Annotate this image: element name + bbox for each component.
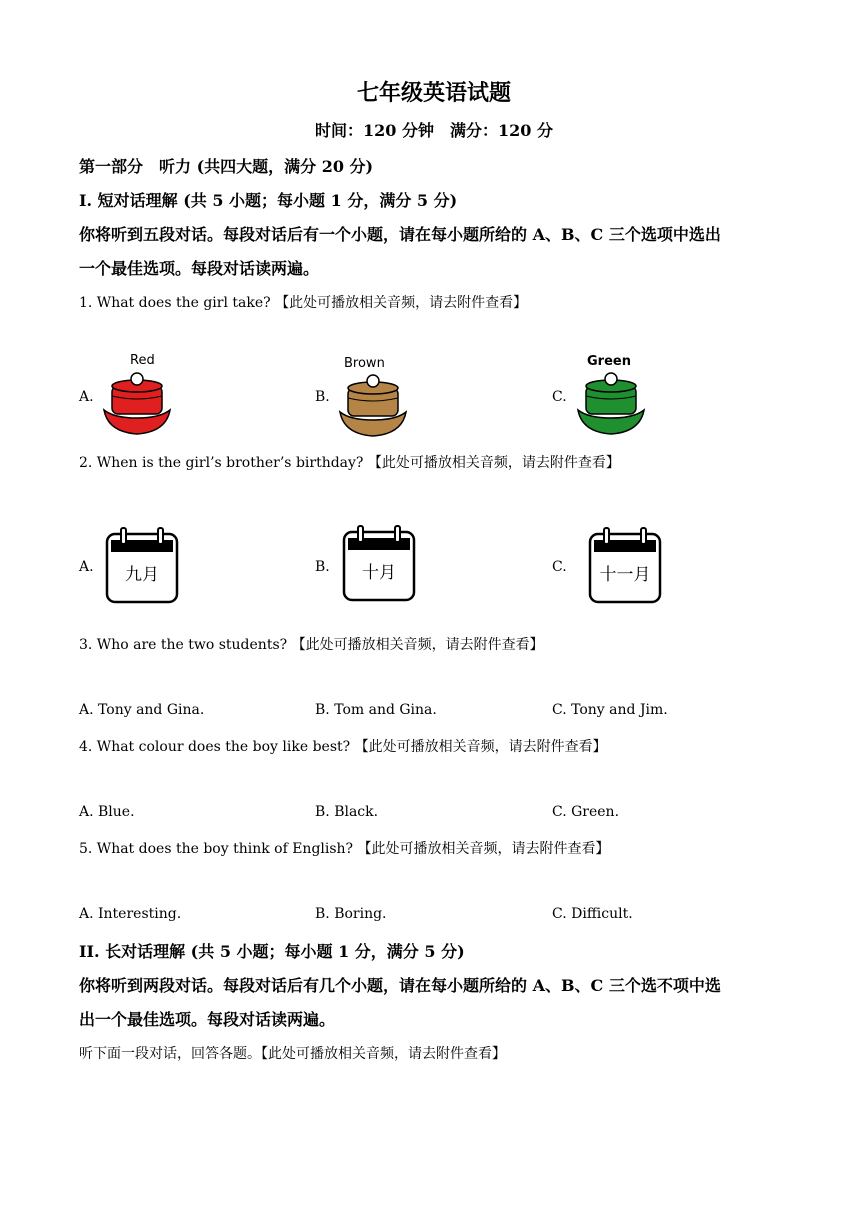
q1-option-a-label: A. xyxy=(79,389,94,405)
question-2: 2. When is the girl’s brother’s birthday? 【此处可播放相关音频，请去附件查看】 xyxy=(79,455,620,471)
q1-cake-b-word: Brown xyxy=(344,356,385,371)
exam-time-score: 时间：120 分钟 满分：120 分 xyxy=(315,121,553,140)
q3-option-b: B. Tom and Gina. xyxy=(315,702,437,718)
calendar-a-month: 九月 xyxy=(125,565,159,585)
calendar-c-month: 十一月 xyxy=(599,565,651,585)
question-5: 5. What does the boy think of English? 【此处可播放相关音频，请去附件查看】 xyxy=(79,841,610,857)
calendar-october-icon xyxy=(342,524,416,602)
red-cake-icon xyxy=(100,370,174,438)
section2-heading: II. 长对话理解 (共 5 小题；每小题 1 分，满分 5 分) xyxy=(79,942,465,961)
q2-option-c-label: C. xyxy=(552,559,567,575)
q2-option-b-label: B. xyxy=(315,559,330,575)
q4-option-c: C. Green. xyxy=(552,804,620,820)
q1-cake-c-word: Green xyxy=(587,354,631,369)
q5-option-c: C. Difficult. xyxy=(552,906,633,922)
section1-instruction-line1: 你将听到五段对话。每段对话后有一个小题，请在每小题所给的 A、B、C 三个选项中选出 xyxy=(79,225,721,244)
q3-option-c: C. Tony and Jim. xyxy=(552,702,668,718)
section1-instruction-line2: 一个最佳选项。每段对话读两遍。 xyxy=(79,259,320,278)
q1-cake-a-word: Red xyxy=(130,353,155,368)
q1-option-b-label: B. xyxy=(315,389,330,405)
q2-option-a-label: A. xyxy=(79,559,94,575)
calendar-november-icon xyxy=(588,526,662,604)
section2-instruction-line1: 你将听到两段对话。每段对话后有几个小题，请在每小题所给的 A、B、C 三个选不项中选 xyxy=(79,976,721,995)
question-3: 3. Who are the two students? 【此处可播放相关音频，请去附件查看】 xyxy=(79,637,544,653)
green-cake-icon xyxy=(574,370,648,438)
brown-cake-icon xyxy=(336,372,410,440)
calendar-september-icon xyxy=(105,526,179,604)
calendar-b-month: 十月 xyxy=(362,563,396,583)
section1-heading: I. 短对话理解 (共 5 小题；每小题 1 分，满分 5 分) xyxy=(79,191,458,210)
q1-option-c-label: C. xyxy=(552,389,567,405)
section2-instruction-line2: 出一个最佳选项。每段对话读两遍。 xyxy=(79,1010,336,1029)
section2-listening-note: 听下面一段对话，回答各题。【此处可播放相关音频，请去附件查看】 xyxy=(79,1046,506,1062)
page-title: 七年级英语试题 xyxy=(356,80,511,106)
q5-option-b: B. Boring. xyxy=(315,906,387,922)
q3-option-a: A. Tony and Gina. xyxy=(79,702,205,718)
question-4: 4. What colour does the boy like best? 【此处可播放相关音频，请去附件查看】 xyxy=(79,739,607,755)
q4-option-a: A. Blue. xyxy=(79,804,135,820)
q4-option-b: B. Black. xyxy=(315,804,379,820)
part1-heading: 第一部分 听力 (共四大题，满分 20 分) xyxy=(79,157,374,176)
question-1: 1. What does the girl take? 【此处可播放相关音频，请去附件查看】 xyxy=(79,295,528,311)
q5-option-a: A. Interesting. xyxy=(79,906,182,922)
